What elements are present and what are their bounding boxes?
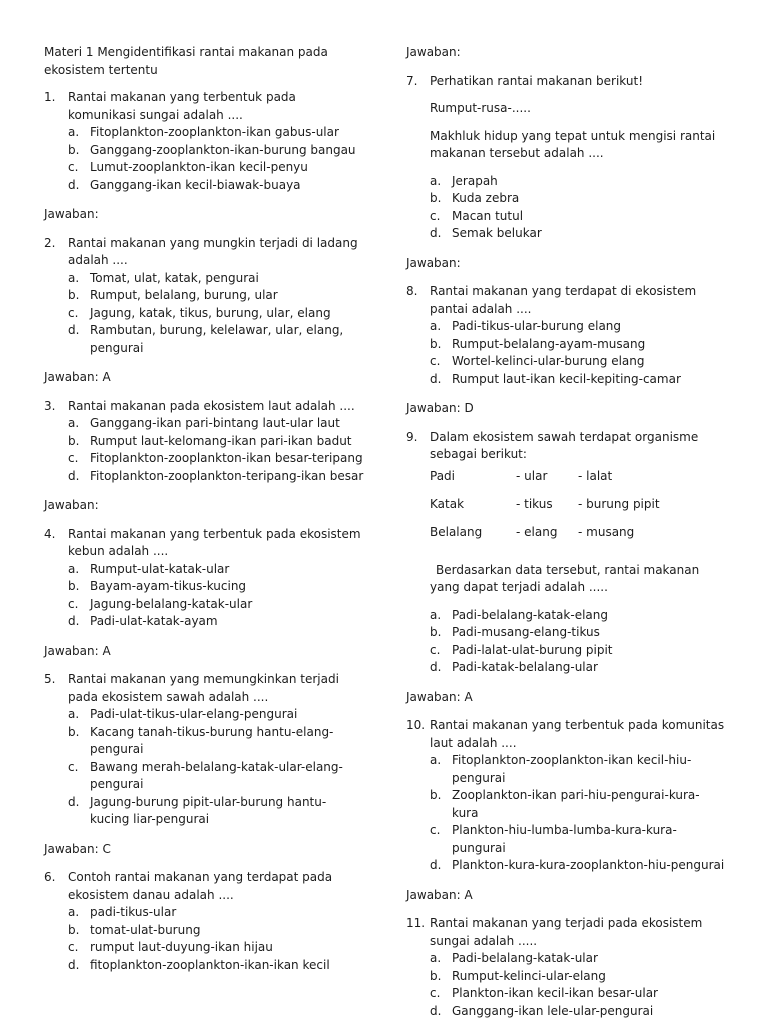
question-prompt: Berdasarkan data tersebut, rantai makanan yang dapat terjadi adalah ..... [430, 562, 700, 594]
option-letter: c. [430, 986, 441, 1000]
answer-1: Jawaban: [44, 207, 99, 221]
option-letter: c. [430, 823, 441, 837]
question-9 [406, 429, 726, 677]
option-text: Padi-ulat-katak-ayam [90, 614, 218, 628]
option-letter: a. [68, 270, 80, 285]
option-d [68, 177, 364, 195]
option-letter: a. [430, 951, 442, 965]
option-a [430, 752, 726, 787]
option-text: Ganggang-ikan kecil-biawak-buaya [90, 177, 301, 192]
option-text: Plankton-hiu-lumba-lumba-kura-kura-pungurai [452, 823, 677, 855]
option-letter: a. [430, 607, 442, 622]
question-text: Rantai makanan yang terbentuk pada komunikasi sungai adalah .... [68, 90, 296, 122]
question-number: 9. [406, 429, 418, 444]
question-number: 4. [44, 526, 56, 541]
option-text: fitoplankton-zooplankton-ikan-ikan kecil [90, 957, 330, 972]
answer-3: Jawaban: [44, 498, 99, 512]
option-text: tomat-ulat-burung [90, 922, 201, 937]
left-column [44, 44, 364, 986]
answer-2: Jawaban: A [44, 370, 111, 384]
option-text: Zooplankton-ikan pari-hiu-pengurai-kura-kura [452, 788, 700, 820]
option-text: Jagung-burung pipit-ular-burung hantu-kucing liar-pengurai [90, 794, 327, 826]
option-text: Fitoplankton-zooplankton-ikan gabus-ular [90, 125, 339, 139]
question-text: Rantai makanan yang terdapat di ekosistem pantai adalah .... [430, 284, 697, 316]
option-a [68, 124, 364, 142]
option-c [430, 822, 726, 857]
question-text: Rantai makanan yang terjadi pada ekosistem sungai adalah ..... [430, 916, 703, 948]
question-text: Dalam ekosistem sawah terdapat organisme sebagai berikut: [430, 429, 699, 461]
option-letter: a. [68, 905, 80, 919]
option-c [68, 305, 364, 323]
option-letter: a. [68, 125, 80, 139]
question-7 [406, 73, 726, 243]
option-a [68, 561, 364, 579]
option-text: Rumput-kelinci-ular-elang [452, 968, 606, 983]
option-letter: d. [430, 226, 442, 240]
option-text: Tomat, ulat, katak, pengurai [90, 270, 259, 285]
option-text: Padi-katak-belalang-ular [452, 660, 598, 674]
question-number: 6. [44, 870, 56, 884]
option-letter: b. [430, 625, 442, 639]
option-letter: d. [68, 614, 80, 628]
option-text: Semak belukar [452, 226, 542, 240]
option-text: Rumput, belalang, burung, ular [90, 288, 278, 302]
option-letter: d. [430, 371, 442, 386]
option-text: Ganggang-ikan lele-ular-pengurai [452, 1003, 654, 1018]
answer-5: Jawaban: C [44, 841, 111, 856]
option-letter: b. [430, 788, 442, 802]
option-letter: b. [68, 579, 80, 593]
option-letter: b. [430, 191, 442, 205]
option-d [430, 857, 726, 875]
option-text: Padi-lalat-ulat-burung pipit [452, 642, 613, 657]
option-letter: c. [430, 642, 441, 657]
option-list [68, 270, 364, 358]
option-d [430, 659, 726, 677]
option-list [68, 124, 364, 194]
option-b [430, 190, 726, 208]
option-text: Padi-belalang-katak-elang [452, 607, 608, 622]
option-letter: b. [68, 142, 80, 157]
option-a [430, 173, 726, 191]
question-text: Rantai makanan yang terbentuk pada komunitas laut adalah .... [430, 718, 725, 750]
option-d [68, 613, 364, 631]
option-text: Plankton-ikan kecil-ikan besar-ular [452, 986, 658, 1000]
option-letter: a. [430, 753, 442, 767]
question-number: 8. [406, 284, 418, 298]
option-c [430, 642, 726, 660]
right-column [406, 44, 726, 1032]
question-number: 11. [406, 916, 426, 930]
grid-cell: - elang [516, 524, 558, 539]
option-c [430, 208, 726, 226]
option-letter: d. [68, 957, 80, 972]
option-letter: c. [430, 208, 441, 223]
page-title: Materi 1 Mengidentifikasi rantai makanan pada ekosistem tertentu [44, 45, 328, 77]
question-number: 1. [44, 90, 56, 104]
option-letter: c. [68, 596, 79, 611]
answer-4: Jawaban: A [44, 643, 111, 658]
option-list [430, 752, 726, 875]
option-d [68, 794, 364, 829]
option-letter: a. [430, 319, 442, 333]
option-text: Ganggang-zooplankton-ikan-burung bangau [90, 142, 356, 157]
grid-row [430, 524, 726, 552]
option-c [68, 596, 364, 614]
option-c [68, 759, 364, 794]
organism-grid [430, 468, 726, 552]
question-text: Contoh rantai makanan yang terdapat pada ekosistem danau adalah .... [68, 870, 333, 902]
option-text: Rambutan, burung, kelelawar, ular, elang, pengurai [90, 323, 344, 355]
option-letter: b. [68, 288, 80, 302]
grid-cell: - musang [578, 524, 635, 539]
option-letter: d. [68, 323, 80, 337]
option-letter: d. [68, 177, 80, 192]
question-text: Rantai makanan pada ekosistem laut adalah .... [68, 398, 355, 413]
option-text: Fitoplankton-zooplankton-ikan besar-teripang [90, 451, 363, 465]
answer-10: Jawaban: A [406, 887, 473, 902]
option-letter: a. [68, 707, 80, 721]
option-letter: b. [68, 433, 80, 448]
question-prompt: Makhluk hidup yang tepat untuk mengisi rantai makanan tersebut adalah .... [430, 128, 716, 160]
option-b [68, 724, 364, 759]
question-3 [44, 398, 364, 486]
question-8 [406, 283, 726, 388]
option-list [68, 904, 364, 974]
option-text: Plankton-kura-kura-zooplankton-hiu-pengurai [452, 858, 725, 872]
question-text: Rantai makanan yang memungkinkan terjadi pada ekosistem sawah adalah .... [68, 672, 339, 704]
option-d [430, 1003, 726, 1021]
question-2 [44, 235, 364, 358]
option-list [68, 561, 364, 631]
option-letter: a. [68, 561, 80, 576]
option-list [68, 706, 364, 829]
option-text: Lumut-zooplankton-ikan kecil-penyu [90, 160, 308, 174]
option-b [68, 287, 364, 305]
option-text: Fitoplankton-zooplankton-ikan kecil-hiu-pengurai [452, 753, 692, 785]
food-chain-example: Rumput-rusa-..... [430, 101, 531, 115]
option-text: Jerapah [452, 173, 498, 188]
option-text: Padi-belalang-katak-ular [452, 951, 598, 965]
option-letter: a. [68, 416, 80, 430]
grid-cell: Belalang [430, 524, 483, 539]
option-a [68, 270, 364, 288]
option-a [430, 318, 726, 336]
option-b [68, 142, 364, 160]
option-letter: b. [68, 922, 80, 937]
question-5 [44, 671, 364, 829]
option-text: Padi-tikus-ular-burung elang [452, 319, 622, 333]
option-a [68, 415, 364, 433]
option-letter: d. [430, 1003, 442, 1018]
answer-7: Jawaban: [406, 255, 461, 270]
option-letter: c. [68, 451, 79, 465]
question-list-left [44, 89, 364, 974]
option-d [430, 225, 726, 243]
grid-row [430, 496, 726, 524]
question-number: 10. [406, 718, 426, 732]
option-text: Bawang merah-belalang-katak-ular-elang-pengurai [90, 759, 343, 791]
question-number: 7. [406, 73, 418, 88]
option-text: Jagung-belalang-katak-ular [90, 596, 253, 611]
question-number: 5. [44, 672, 56, 686]
option-text: Kacang tanah-tikus-burung hantu-elang-pengurai [90, 724, 334, 756]
option-letter: c. [68, 940, 79, 954]
option-c [430, 985, 726, 1003]
question-text: Rantai makanan yang mungkin terjadi di ladang adalah .... [68, 235, 358, 267]
option-text: Rumput laut-kelomang-ikan pari-ikan badut [90, 433, 352, 448]
option-list [68, 415, 364, 485]
question-10 [406, 717, 726, 875]
option-text: Jagung, katak, tikus, burung, ular, elang [90, 305, 331, 320]
grid-cell: - tikus [516, 496, 553, 511]
option-b [430, 968, 726, 986]
option-b [430, 624, 726, 642]
option-letter: b. [430, 336, 442, 351]
option-letter: c. [68, 759, 79, 774]
option-text: Wortel-kelinci-ular-burung elang [452, 354, 645, 368]
option-letter: d. [430, 858, 442, 872]
option-letter: c. [430, 354, 441, 368]
option-letter: a. [430, 173, 442, 188]
grid-cell: Katak [430, 496, 465, 511]
option-letter: b. [68, 724, 80, 739]
question-text: Perhatikan rantai makanan berikut! [430, 73, 644, 88]
option-b [68, 578, 364, 596]
option-text: Padi-musang-elang-tikus [452, 625, 600, 639]
option-c [68, 450, 364, 468]
option-list [430, 950, 726, 1020]
option-a [430, 607, 726, 625]
option-text: Bayam-ayam-tikus-kucing [90, 579, 247, 593]
option-text: Rumput laut-ikan kecil-kepiting-camar [452, 371, 681, 386]
grid-row [430, 468, 726, 496]
question-number: 2. [44, 235, 56, 250]
option-b [430, 336, 726, 354]
grid-cell: Padi [430, 468, 456, 483]
option-text: Padi-ulat-tikus-ular-elang-pengurai [90, 707, 298, 721]
answer-6: Jawaban: [406, 45, 461, 59]
answer-8: Jawaban: D [406, 401, 474, 415]
option-text: Macan tutul [452, 208, 524, 223]
option-text: Kuda zebra [452, 191, 520, 205]
option-letter: c. [68, 305, 79, 320]
option-list [430, 173, 726, 243]
option-letter: b. [430, 968, 442, 983]
option-text: Rumput-ulat-katak-ular [90, 561, 230, 576]
option-b [68, 433, 364, 451]
option-text: Ganggang-ikan pari-bintang laut-ular laut [90, 416, 340, 430]
option-text: padi-tikus-ular [90, 905, 177, 919]
option-c [68, 159, 364, 177]
question-4 [44, 526, 364, 631]
option-a [68, 904, 364, 922]
option-d [68, 468, 364, 486]
option-text: Rumput-belalang-ayam-musang [452, 336, 646, 351]
option-c [68, 939, 364, 957]
grid-cell: - lalat [578, 468, 613, 483]
grid-cell: - burung pipit [578, 496, 660, 511]
option-text: rumput laut-duyung-ikan hijau [90, 940, 273, 954]
option-letter: d. [430, 660, 442, 674]
option-d [68, 957, 364, 975]
grid-cell: - ular [516, 468, 548, 483]
answer-9: Jawaban: A [406, 689, 473, 704]
question-text: Rantai makanan yang terbentuk pada ekosistem kebun adalah .... [68, 526, 361, 558]
option-a [68, 706, 364, 724]
question-11 [406, 915, 726, 1020]
question-1 [44, 89, 364, 194]
option-letter: d. [68, 794, 80, 809]
option-list [430, 607, 726, 677]
option-letter: c. [68, 160, 79, 174]
option-list [430, 318, 726, 388]
question-number: 3. [44, 398, 56, 413]
question-6 [44, 869, 364, 974]
option-b [68, 922, 364, 940]
option-letter: d. [68, 468, 80, 483]
option-d [68, 322, 364, 357]
option-text: Fitoplankton-zooplankton-teripang-ikan besar [90, 468, 364, 483]
option-d [430, 371, 726, 389]
option-a [430, 950, 726, 968]
option-c [430, 353, 726, 371]
option-b [430, 787, 726, 822]
